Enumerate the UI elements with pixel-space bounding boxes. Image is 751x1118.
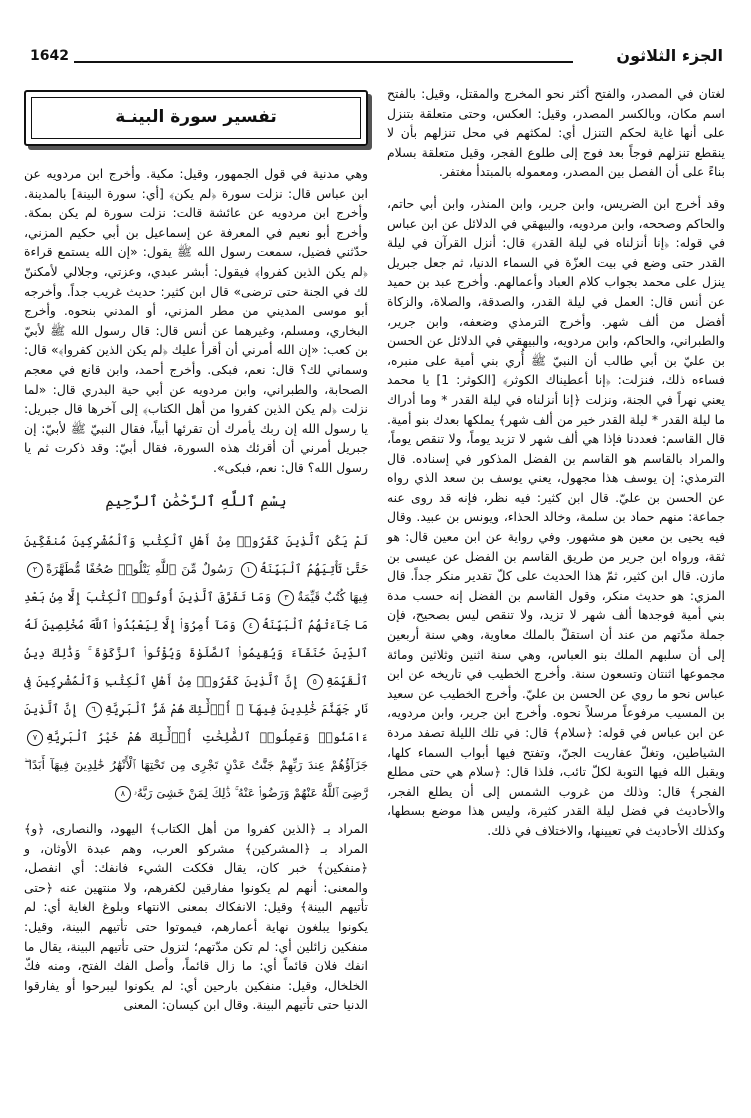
- page-number: 1642: [30, 48, 69, 64]
- commentary: المراد بـ ﴿الذين كفروا من أهل الكتاب﴾ اليهود، والنصارى، ﴿و﴾ المراد بـ ﴿المشركين﴾ مشركو العرب، وهم عبدة الأوثان، و ﴿منفكين﴾ خبر كان، يقال فككت الشيء فانفك: أي انفصل، والمعنى: أنهم لم يكونوا مفارقين لكفرهم، ولا منتهين عنه ﴿حتى تأتيهم البينة﴾ وقيل: الانفكاك بمعنى الانتهاء وبلوغ الغاية أي: لم يكونوا يبلغون نهاية أعمارهم، فيموتوا حتى تأتيهم البينة، وقيل: منفكين زائلين أي: لم تكن مدّتهم؛ لتزول حتى تأتيهم البينة، يقال ما انفك فلان قائماً أي: ما زال قائماً، وأصل الفك الفتح، ومنه فكّ الخلخال، وقيل: منفكين بارحين أي: لم يكونوا ليبرحوا أو يفارقوا الدنيا حتى تأتيهم البينة. وقال ابن كيسان: المعنى: [24, 821, 368, 1013]
- page-header: [30, 46, 723, 70]
- left-column: [24, 84, 368, 1015]
- basmala: بِسْمِ ٱللَّهِ ٱلرَّحْمَٰنِ ٱلرَّحِيمِ: [105, 491, 287, 510]
- ayah-number: ٤: [243, 618, 259, 634]
- ayah-number: ٧: [27, 730, 43, 746]
- verse-text: إِنَّ ٱلَّذِينَ كَفَرُوا۟ مِنْ أَهْلِ ٱلْكِتَٰبِ وَٱلْمُشْرِكِينَ فِى نَارِ جَهَنَّمَ خَٰلِدِينَ فِيهَآ ۚ أُو۟لَٰٓئِكَ هُمْ شَرُّ ٱلْبَرِيَّةِ: [24, 674, 368, 717]
- ayah-number: ٥: [307, 674, 323, 690]
- surah-title-box: [24, 90, 368, 146]
- right-paragraph-2: وقد أخرج ابن الضريس، وابن جرير، وابن المنذر، وابن أبي حاتم، والحاكم وصححه، وابن مردويه، والبيهقي في الدلائل عن ابن عباس في قوله: ﴿إنا أنزلناه في ليلة القدر﴾ قال: أنزل القرآن في ليلة القدر حتى وضع في بيت العزّة في السماء الدنيا، ثم جعل جبريل ينزل على محمد بجواب كلام العباد وأعمالهم. وأخرج عبد بن حميد عن أنس قال: العمل في ليلة القدر، والصدقة، والصلاة، والزكاة أفضل من ألف شهر. وأخرج الترمذي وضعفه، وابن جرير، والطبراني، والحاكم، وابن مردويه، والبيهقي في الدلائل عن الحسن بن عليّ بن أبي طالب أن النبيّ ﷺ أُري بني أمية على منبره، فساءه ذلك، فنزلت: ﴿إنا أعطيناك الكوثر﴾ [الكوثر: 1] يا محمد يعني نهراً في الجنة، ونزلت ﴿إنا أنزلناه في ليلة القدر * وما أدراك ما ليلة القدر * ليلة القدر خير من ألف شهر﴾ يملكها بعدك بنو أمية. قال القاسم: فعددنا فإذا هي ألف شهر لا تزيد يوماً، ولا تنقص يوماً، والمراد بالقاسم هو القاسم بن الفضل المذكور في إسناده. قال الترمذي: إن يوسف هذا مجهول، يعني يوسف بن سعد الذي رواه عن الحسن بن عليّ. قال ابن كثير: فيه نظر، فإنه قد روى عنه جماعة: منهم حماد بن سلمة، وخالد الحذاء، ويونس بن عبيد. وقال فيه يحيى بن معين هو مشهور. وفي رواية عن ابن معين قال: هو ثقة، ورواه ابن جرير من طريق القاسم بن الفضل عن عيسى بن مازن. قال ابن كثير، ثمّ هذا الحديث على كلّ تقدير منكر جداً. قال المزي: هو حديث منكر، وقول القاسم بن الفضل إنه حسب مدة بني أمية فوجدها ألف شهر لا تزيد، ولا تنقص ليس بصحيح، فإن جملة مدّتهم من عند أن استقلّ بالملك معاوية، وهي سنة أربعين إلى أن سلبهم الملك بنو العباس، وهي سنة اثنين وثلاثين ومائة مجموعها اثنتان وتسعون سنة. وأخرج الخطيب في تاريخه عن ابن عباس نحو ما روي عن الحسن بن عليّ. وأخرج الخطيب عن سعيد بن المسيب مرفوعاً مرسلاً نحوه. وأخرج ابن جرير، وابن مردويه، عن ابن عباس في قوله: ﴿سلام﴾ قال: في تلك الليلة تصفد مردة الشياطين، وتغلّ عفاريت الجنّ، وتفتح فيها أبواب السماء كلها، ويقبل الله فيها التوبة لكلّ تائب، فلذا قال: ﴿سلام هي حتى مطلع الفجر﴾ قال: وذلك من غروب الشمس إلى أن يطلع الفجر، والأحاديث في فضل ليلة القدر كثيرة، وليس هذا موضع بسطها، وكذلك الأحاديث في تعيينها، والاختلاف في ذلك.: [387, 195, 725, 838]
- verse-text: إِنَّ ٱلَّذِينَ ءَامَنُوا۟ وَعَمِلُوا۟ ٱلصَّٰلِحَٰتِ أُو۟لَٰٓئِكَ هُمْ خَيْرُ ٱلْبَرِيَّةِ: [24, 702, 368, 745]
- verse-text: وَمَآ أُمِرُوٓا۟ إِلَّا لِيَعْبُدُوا۟ ٱللَّهَ مُخْلِصِينَ لَهُ ٱلدِّينَ حُنَفَآءَ وَيُقِيمُوا۟ ٱلصَّلَوٰةَ وَيُؤْتُوا۟ ٱلزَّكَوٰةَ ۚ وَذَٰلِكَ دِينُ ٱلْقَيِّمَةِ: [24, 618, 368, 689]
- verse-text: لَمْ يَكُنِ ٱلَّذِينَ كَفَرُوا۟ مِنْ أَهْلِ ٱلْكِتَٰبِ وَٱلْمُشْرِكِينَ مُنفَكِّينَ حَتَّىٰ تَأْتِيَهُمُ ٱلْبَيِّنَةُ: [24, 534, 368, 577]
- verse-text: جَزَآؤُهُمْ عِندَ رَبِّهِمْ جَنَّٰتُ عَدْنٍ تَجْرِى مِن تَحْتِهَا ٱلْأَنْهَٰرُ خَٰلِدِينَ فِيهَآ أَبَدًا ۖ رَّضِىَ ٱللَّهُ عَنْهُمْ وَرَضُوا۟ عَنْهُ ۚ ذَٰلِكَ لِمَنْ خَشِىَ رَبَّهُۥ: [24, 758, 368, 801]
- ayah-number: ٢: [27, 562, 43, 578]
- verse-text: فِيهَا كُتُبٌ قَيِّمَةٌ: [297, 590, 368, 605]
- right-column: [387, 84, 725, 841]
- verse-text: رَسُولٌ مِّنَ ٱللَّهِ يَتْلُوا۟ صُحُفًا مُّطَهَّرَةً: [46, 562, 233, 577]
- ayah-number: ٦: [86, 702, 102, 718]
- surah-intro: وهي مدنية في قول الجمهور، وقيل: مكية. وأخرج ابن مردويه عن ابن عباس قال: نزلت سورة ﴿لم يكن﴾ [أي: سورة البينة] بالمدينة. وأخرج ابن مردويه عن عائشة قالت: نزلت سورة لم يكن بمكة. وأخرج أبو نعيم في المعرفة عن إسماعيل بن أبي حكيم المزني، حدّثني فضيل، سمعت رسول الله ﷺ يقول: «إن الله يستمع قراءة ﴿لم يكن الذين كفروا﴾ فيقول: أبشر عبدي، وعزتي، وجلالي لأمكننّ لك في الجنة حتى ترضى» قال ابن كثير: حديث غريب جداً. وأخرجه أبو موسى المديني من مطر المزني، أو المدني بنحوه. وأخرج البخاري، ومسلم، وغيرهما عن أنس قال: قال رسول الله ﷺ لأبيّ بن كعب: «إن الله أمرني أن أقرأ عليك ﴿لم يكن الذين كفروا﴾» قال: وسماني لك؟ قال: نعم، فبكى. وأخرج أحمد، وابن قانع في معجم الصحابة، والطبراني، وابن مردويه عن أبي حية البدري قال: «لما نزلت ﴿لم يكن الذين كفروا من أهل الكتاب﴾ إلى آخرها قال جبريل: يا رسول الله إن ربك يأمرك أن تقرئها أبياً، فقال النبيّ ﷺ لأبيّ: إن جبريل أمرني أن أقرئك هذه السورة، فقال أبيّ: وقد ذكرت ثم يا رسول الله؟ قال: نعم، فبكى».: [24, 166, 368, 475]
- header-rule: [74, 61, 573, 63]
- verse-text: وَمَا تَفَرَّقَ ٱلَّذِينَ أُوتُوا۟ ٱلْكِتَٰبَ إِلَّا مِنۢ بَعْدِ مَا جَآءَتْهُمُ ٱلْبَيِّنَةُ: [24, 590, 368, 633]
- ayah-number: ٨: [115, 786, 131, 802]
- surah-title: تفسير سورة البينـة: [31, 97, 361, 139]
- ayah-number: ١: [241, 562, 257, 578]
- ayah-number: ٣: [278, 590, 294, 606]
- right-paragraph-1: لغتان في المصدر، والفتح أكثر نحو المخرج والمقتل، وقيل: بالفتح اسم مكان، وبالكسر المصدر، وقيل: العكس، وحتى متعلقة بتنزل على أنها غاية لحكم التنزل أي: لمكثهم في محل تنزلهم بأن لا ينقطع تنزلهم فوجاً بعد فوج إلى طلوع الفجر، وقيل متعلقة بسلام بناءً على أن الفصل بين المصدر، ومعموله بالمبتدأ مغتفر.: [387, 86, 725, 180]
- quran-verses: [24, 527, 368, 807]
- running-head: الجزء الثلاثون: [616, 46, 723, 65]
